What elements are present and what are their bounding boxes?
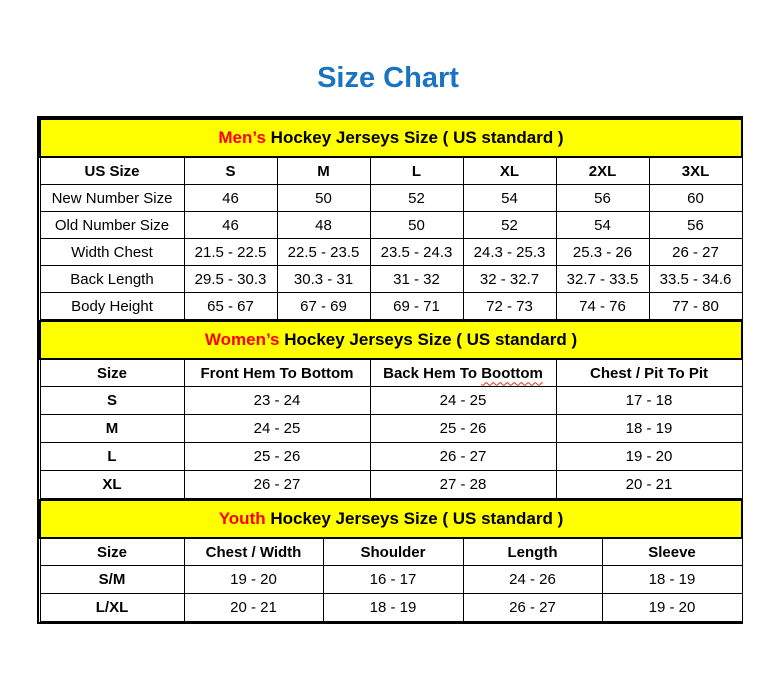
column-header: Chest / Pit To Pit xyxy=(556,359,742,387)
size-value-cell: 18 - 19 xyxy=(323,594,463,622)
table-row xyxy=(40,212,742,239)
table-row xyxy=(40,293,742,320)
table-row xyxy=(40,443,742,471)
size-value-cell: 20 - 21 xyxy=(556,471,742,499)
size-value-cell: 72 - 73 xyxy=(463,293,556,320)
size-chart-tables xyxy=(37,116,743,624)
size-value-cell: 50 xyxy=(277,185,370,212)
size-value-cell: 25 - 26 xyxy=(370,415,556,443)
size-value-cell: 24 - 25 xyxy=(184,415,370,443)
size-value-cell: 52 xyxy=(370,185,463,212)
mens-column-header-row xyxy=(40,157,742,185)
mens-size-table xyxy=(39,118,743,320)
womens-accent-word: Women’s xyxy=(204,330,280,349)
size-value-cell: 27 - 28 xyxy=(370,471,556,499)
row-label: S xyxy=(40,387,184,415)
size-value-cell: 18 - 19 xyxy=(602,566,742,594)
column-header: XL xyxy=(463,157,556,185)
size-value-cell: 18 - 19 xyxy=(556,415,742,443)
page-title: Size Chart xyxy=(317,62,459,94)
womens-size-table xyxy=(39,320,743,499)
size-value-cell: 25.3 - 26 xyxy=(556,239,649,266)
column-header xyxy=(370,359,556,387)
row-label: M xyxy=(40,415,184,443)
column-header: Chest / Width xyxy=(184,538,323,566)
size-value-cell: 21.5 - 22.5 xyxy=(184,239,277,266)
size-value-cell: 17 - 18 xyxy=(556,387,742,415)
size-value-cell: 52 xyxy=(463,212,556,239)
size-value-cell: 19 - 20 xyxy=(602,594,742,622)
size-value-cell: 19 - 20 xyxy=(556,443,742,471)
row-label: Width Chest xyxy=(40,239,184,266)
size-value-cell: 26 - 27 xyxy=(370,443,556,471)
size-value-cell: 16 - 17 xyxy=(323,566,463,594)
column-header: L xyxy=(370,157,463,185)
size-value-cell: 26 - 27 xyxy=(649,239,742,266)
size-value-cell: 77 - 80 xyxy=(649,293,742,320)
size-value-cell: 20 - 21 xyxy=(184,594,323,622)
womens-column-header-row xyxy=(40,359,742,387)
table-row xyxy=(40,185,742,212)
size-value-cell: 32 - 32.7 xyxy=(463,266,556,293)
column-header: Size xyxy=(40,359,184,387)
size-value-cell: 24 - 25 xyxy=(370,387,556,415)
column-header: Front Hem To Bottom xyxy=(184,359,370,387)
youth-section-title xyxy=(40,500,742,538)
column-header: Size xyxy=(40,538,184,566)
column-header: 2XL xyxy=(556,157,649,185)
table-row xyxy=(40,566,742,594)
youth-title-rest: Hockey Jerseys Size ( US standard ) xyxy=(270,509,564,528)
mens-accent-word: Men’s xyxy=(218,128,266,147)
size-value-cell: 54 xyxy=(463,185,556,212)
size-value-cell: 67 - 69 xyxy=(277,293,370,320)
youth-column-header-row xyxy=(40,538,742,566)
youth-size-table xyxy=(39,499,743,622)
table-row xyxy=(40,239,742,266)
size-value-cell: 56 xyxy=(556,185,649,212)
back-hem-misspelled-word: Boottom xyxy=(481,364,543,382)
size-value-cell: 65 - 67 xyxy=(184,293,277,320)
row-label: New Number Size xyxy=(40,185,184,212)
column-header: Length xyxy=(463,538,602,566)
size-value-cell: 23 - 24 xyxy=(184,387,370,415)
table-row xyxy=(40,387,742,415)
size-value-cell: 26 - 27 xyxy=(463,594,602,622)
row-label: Body Height xyxy=(40,293,184,320)
size-value-cell: 54 xyxy=(556,212,649,239)
size-value-cell: 46 xyxy=(184,212,277,239)
column-header: S xyxy=(184,157,277,185)
size-value-cell: 24 - 26 xyxy=(463,566,602,594)
size-value-cell: 19 - 20 xyxy=(184,566,323,594)
back-hem-label-prefix: Back Hem To xyxy=(383,364,478,382)
row-label: L/XL xyxy=(40,594,184,622)
row-label: S/M xyxy=(40,566,184,594)
row-label: Back Length xyxy=(40,266,184,293)
size-value-cell: 56 xyxy=(649,212,742,239)
size-value-cell: 30.3 - 31 xyxy=(277,266,370,293)
womens-title-rest: Hockey Jerseys Size ( US standard ) xyxy=(284,330,578,349)
size-value-cell: 33.5 - 34.6 xyxy=(649,266,742,293)
column-header: M xyxy=(277,157,370,185)
column-header: 3XL xyxy=(649,157,742,185)
size-value-cell: 31 - 32 xyxy=(370,266,463,293)
youth-accent-word: Youth xyxy=(218,509,266,528)
size-value-cell: 32.7 - 33.5 xyxy=(556,266,649,293)
size-value-cell: 26 - 27 xyxy=(184,471,370,499)
row-label: Old Number Size xyxy=(40,212,184,239)
size-value-cell: 48 xyxy=(277,212,370,239)
mens-section-band xyxy=(40,119,742,157)
womens-section-title xyxy=(40,321,742,359)
row-label: XL xyxy=(40,471,184,499)
size-value-cell: 29.5 - 30.3 xyxy=(184,266,277,293)
table-row xyxy=(40,471,742,499)
size-value-cell: 24.3 - 25.3 xyxy=(463,239,556,266)
table-row xyxy=(40,594,742,622)
column-header: Shoulder xyxy=(323,538,463,566)
size-value-cell: 23.5 - 24.3 xyxy=(370,239,463,266)
column-header: Sleeve xyxy=(602,538,742,566)
row-label: L xyxy=(40,443,184,471)
size-value-cell: 60 xyxy=(649,185,742,212)
size-value-cell: 25 - 26 xyxy=(184,443,370,471)
size-value-cell: 50 xyxy=(370,212,463,239)
youth-section-band xyxy=(40,500,742,538)
womens-section-band xyxy=(40,321,742,359)
size-value-cell: 74 - 76 xyxy=(556,293,649,320)
size-value-cell: 69 - 71 xyxy=(370,293,463,320)
table-row xyxy=(40,415,742,443)
table-row xyxy=(40,266,742,293)
size-value-cell: 22.5 - 23.5 xyxy=(277,239,370,266)
mens-title-rest: Hockey Jerseys Size ( US standard ) xyxy=(270,128,564,147)
column-header: US Size xyxy=(40,157,184,185)
mens-section-title xyxy=(40,119,742,157)
size-value-cell: 46 xyxy=(184,185,277,212)
